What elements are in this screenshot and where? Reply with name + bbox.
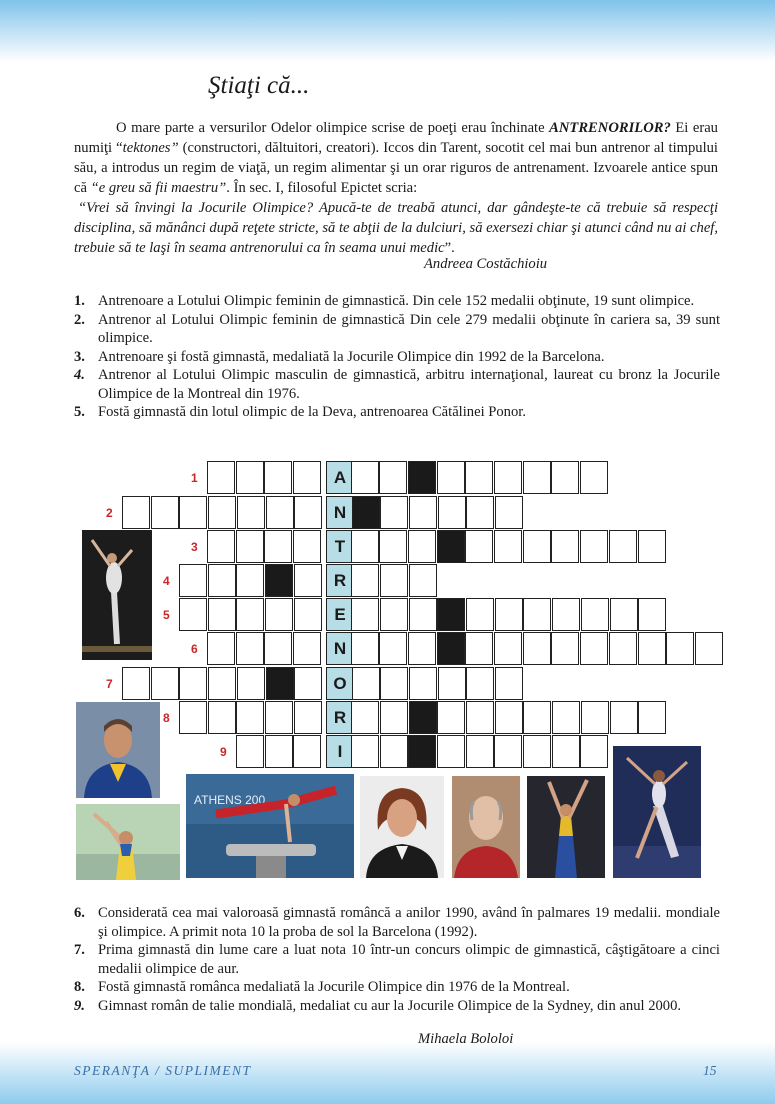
crossword-cell[interactable] xyxy=(207,461,235,494)
crossword-cell[interactable] xyxy=(351,598,379,631)
row-number: 3 xyxy=(191,540,198,554)
intro-quote-short: “e greu să fii maestru” xyxy=(90,180,227,196)
crossword-cell[interactable] xyxy=(466,667,494,700)
athens-banner-text: ATHENS 200 xyxy=(194,793,266,807)
clue-number: 5. xyxy=(74,404,85,420)
clue-number: 6. xyxy=(74,905,85,921)
crossword-cell[interactable] xyxy=(494,735,522,768)
crossword-cell[interactable] xyxy=(466,496,494,529)
intro-text-g: . În sec. I, filosoful Epictet scria: xyxy=(226,180,418,196)
photo-gymnast-leap-image xyxy=(613,746,701,878)
clue-text: Prima gimnastă din lume care a luat nota 10 într-un concurs olimpic de gimnastică, câştigătoare a cinci medalii olimpice de aur. xyxy=(98,942,720,977)
crossword-cell[interactable] xyxy=(465,632,493,665)
crossword-cell[interactable] xyxy=(580,461,608,494)
crossword-cell[interactable] xyxy=(208,701,236,734)
crossword-cell[interactable] xyxy=(266,496,294,529)
crossword-cell[interactable] xyxy=(638,632,666,665)
crossword-cell[interactable] xyxy=(523,632,551,665)
crossword-cell[interactable] xyxy=(179,701,207,734)
crossword-cell[interactable] xyxy=(438,496,466,529)
quote-text: “Vrei să învingi la Jocurile Olimpice? Apucă-te de treabă atunci, dar gândeşte-te că trebuie să respecţi disciplina, să mănânci după reţete stricte, să te abţii de la dulciuri, să exersezi chiar şi atunci când nu ai chef, trebuie să te laşi în seama antrenorului ca în seama unui medic xyxy=(74,200,718,256)
photo-coach-man-image xyxy=(76,702,160,798)
crossword-cell[interactable] xyxy=(551,632,579,665)
crossword-cell[interactable] xyxy=(352,667,380,700)
footer-publication: SPERANŢA / SUPLIMENT xyxy=(74,1063,252,1078)
clue-text: Considerată cea mai valoroasă gimnastă româncă a anilor 1990, având în palmares 19 medalii. mondiale şi olimpice. A primit nota 10 la proba de sol la Barcelona (1992). xyxy=(98,905,720,940)
crossword-cell[interactable] xyxy=(495,496,523,529)
clue-number: 7. xyxy=(74,942,85,958)
crossword-cell[interactable] xyxy=(666,632,694,665)
black-cell xyxy=(437,530,465,563)
crossword-cell[interactable] xyxy=(466,735,494,768)
photo-gymnast-floor xyxy=(76,804,180,880)
crossword-cell[interactable] xyxy=(437,461,465,494)
photo-coach-man xyxy=(76,702,160,798)
row-number: 6 xyxy=(191,642,198,656)
clue-number: 2. xyxy=(74,311,85,328)
photo-coach-bald xyxy=(452,776,520,878)
page-number: 15 xyxy=(703,1063,717,1078)
photo-gymnast-leap xyxy=(613,746,701,878)
crossword-cell[interactable] xyxy=(409,564,437,597)
intro-text-e: (constructori, dăltuitori, creatori). Iccos din Tarent, socotit cel mai bun antrenor al timpului său, a introdus un regim de viaţă, un regim alimentar şi un orar riguros de antrenament. Izvoarele antice spun că xyxy=(74,140,718,196)
crossword-cell[interactable] xyxy=(695,632,723,665)
crossword-cell[interactable] xyxy=(236,564,264,597)
crossword-cell[interactable] xyxy=(264,632,292,665)
crossword-cell[interactable] xyxy=(351,530,379,563)
clue-text: Antrenoare a Lotului Olimpic feminin de gimnastică. Din cele 152 medalii obţinute, 19 sunt olimpice. xyxy=(98,293,695,309)
row-number: 8 xyxy=(163,711,170,725)
crossword-cell[interactable] xyxy=(409,496,437,529)
black-cell xyxy=(437,632,465,665)
keyword-cell: E xyxy=(326,598,354,631)
photo-coach-woman-image xyxy=(360,776,444,878)
crossword-cell[interactable] xyxy=(351,461,379,494)
clue-number: 3. xyxy=(74,348,85,365)
black-cell xyxy=(408,735,436,768)
crossword-cell[interactable] xyxy=(495,701,523,734)
clue-number: 1. xyxy=(74,293,85,309)
row-number: 9 xyxy=(220,745,227,759)
clue-item xyxy=(74,978,720,997)
row-number: 4 xyxy=(163,574,170,588)
crossword-cell[interactable] xyxy=(581,701,609,734)
crossword-cell[interactable] xyxy=(638,701,666,734)
crossword-cell[interactable] xyxy=(408,530,436,563)
crossword-cell[interactable] xyxy=(293,530,321,563)
intro-text-a: O mare parte a versurilor Odelor olimpice scrise de poeţi erau închinate xyxy=(116,120,550,136)
crossword-cell[interactable] xyxy=(207,632,235,665)
crossword-cell[interactable] xyxy=(294,667,322,700)
crossword-cell[interactable] xyxy=(523,701,551,734)
clue-text: Fostă gimnastă din lotul olimpic de la Deva, antrenoarea Cătălinei Ponor. xyxy=(98,404,526,420)
keyword-cell: N xyxy=(326,632,354,665)
crossword-cell[interactable] xyxy=(581,598,609,631)
crossword-cell[interactable] xyxy=(466,701,494,734)
clue-number: 4. xyxy=(74,367,85,383)
crossword-cell[interactable] xyxy=(437,701,465,734)
crossword-cell[interactable] xyxy=(638,598,666,631)
photo-gymnast-beam-image xyxy=(82,530,152,660)
keyword-cell: N xyxy=(326,496,354,529)
photo-coach-woman xyxy=(360,776,444,878)
crossword-cell[interactable] xyxy=(552,701,580,734)
clue-text: Antrenor al Lotului Olimpic feminin de gimnastică Din cele 279 medalii obţinute în cariera sa, 39 sunt olimpice. xyxy=(98,311,720,346)
black-cell xyxy=(409,701,437,734)
crossword-cell[interactable] xyxy=(237,496,265,529)
black-cell xyxy=(265,564,293,597)
clue-item xyxy=(74,348,720,367)
crossword-cell[interactable] xyxy=(379,461,407,494)
intro-tektones: tektones” xyxy=(122,140,179,156)
crossword-cell[interactable] xyxy=(380,564,408,597)
black-cell xyxy=(408,461,436,494)
photo-gymnast-bars-image xyxy=(527,776,605,878)
crossword-cell[interactable] xyxy=(466,598,494,631)
crossword-cell[interactable] xyxy=(265,701,293,734)
row-number: 7 xyxy=(106,677,113,691)
crossword-cell[interactable] xyxy=(264,530,292,563)
crossword-cell[interactable] xyxy=(380,496,408,529)
clue-number: 9. xyxy=(74,997,85,1014)
crossword-cell[interactable] xyxy=(122,667,150,700)
crossword-cell[interactable] xyxy=(122,496,150,529)
crossword-cell[interactable] xyxy=(237,667,265,700)
crossword-cell[interactable] xyxy=(265,735,293,768)
crossword-cell[interactable] xyxy=(380,701,408,734)
crossword-cell[interactable] xyxy=(551,530,579,563)
crossword-cell[interactable] xyxy=(294,496,322,529)
crossword-cell[interactable] xyxy=(351,632,379,665)
author-bottom: Mihaela Bololoi xyxy=(418,1031,514,1047)
crossword-cell[interactable] xyxy=(208,598,236,631)
crossword-cell[interactable] xyxy=(264,461,292,494)
crossword-cell[interactable] xyxy=(495,667,523,700)
intro-text-c: Ei erau numiţi “ xyxy=(74,120,718,156)
clues-list-top xyxy=(74,292,720,422)
crossword-cell[interactable] xyxy=(438,667,466,700)
crossword-cell[interactable] xyxy=(208,667,236,700)
crossword-cell[interactable] xyxy=(610,598,638,631)
crossword-cell[interactable] xyxy=(437,735,465,768)
crossword-cell[interactable] xyxy=(236,598,264,631)
crossword-cell[interactable] xyxy=(179,598,207,631)
clue-text: Fostă gimnastă românca medaliată la Jocurile Olimpice din 1976 de la Montreal. xyxy=(98,979,570,995)
crossword-cell[interactable] xyxy=(179,496,207,529)
crossword-cell[interactable] xyxy=(552,598,580,631)
crossword-cell[interactable] xyxy=(494,530,522,563)
photo-gymnast-pommel xyxy=(186,774,354,878)
crossword-cell[interactable] xyxy=(580,632,608,665)
crossword-cell[interactable] xyxy=(409,667,437,700)
crossword-cell[interactable] xyxy=(236,461,264,494)
intro-paragraph xyxy=(74,118,718,198)
clue-item xyxy=(74,403,720,422)
crossword-cell[interactable] xyxy=(609,530,637,563)
author-top: Andreea Costăchioiu xyxy=(424,256,548,272)
keyword-cell: A xyxy=(326,461,354,494)
crossword-cell[interactable] xyxy=(408,632,436,665)
crossword-cell[interactable] xyxy=(638,530,666,563)
photo-gymnast-pommel-image xyxy=(186,774,354,878)
clues-list-bottom xyxy=(74,904,720,1015)
clue-item xyxy=(74,941,720,978)
crossword-cell[interactable] xyxy=(580,530,608,563)
crossword-cell[interactable] xyxy=(379,530,407,563)
black-cell xyxy=(437,598,465,631)
crossword-cell[interactable] xyxy=(179,564,207,597)
crossword-cell[interactable] xyxy=(465,461,493,494)
crossword-cell[interactable] xyxy=(609,632,637,665)
crossword-cell[interactable] xyxy=(236,701,264,734)
black-cell xyxy=(352,496,380,529)
keyword-cell: R xyxy=(326,564,354,597)
crossword-cell[interactable] xyxy=(523,735,551,768)
clue-item xyxy=(74,997,720,1016)
keyword-cell: R xyxy=(326,701,354,734)
clue-item xyxy=(74,311,720,348)
crossword-cell[interactable] xyxy=(294,598,322,631)
crossword-cell[interactable] xyxy=(151,496,179,529)
crossword-cell[interactable] xyxy=(380,667,408,700)
clue-text: Antrenor al Lotului Olimpic masculin de gimnastică, arbitru internaţional, laureat cu bronz la Jocurile Olimpice de la Montreal din 1976. xyxy=(98,367,720,402)
clue-item xyxy=(74,292,720,311)
crossword-cell[interactable] xyxy=(236,632,264,665)
crossword-cell[interactable] xyxy=(379,632,407,665)
crossword-cell[interactable] xyxy=(494,461,522,494)
crossword-cell[interactable] xyxy=(351,701,379,734)
crossword-cell[interactable] xyxy=(465,530,493,563)
crossword-cell[interactable] xyxy=(495,598,523,631)
crossword-cell[interactable] xyxy=(208,496,236,529)
intro-emphasis: ANTRENORILOR? xyxy=(549,120,671,136)
crossword-cell[interactable] xyxy=(351,564,379,597)
crossword-cell[interactable] xyxy=(380,598,408,631)
clue-text: Antrenoare şi fostă gimnastă, medaliată la Jocurile Olimpice din 1992 de la Barcelona. xyxy=(98,348,605,365)
epictet-quote xyxy=(74,198,718,258)
crossword-cell[interactable] xyxy=(236,735,264,768)
crossword-cell[interactable] xyxy=(294,564,322,597)
crossword-cell[interactable] xyxy=(179,667,207,700)
clue-number: 8. xyxy=(74,979,85,995)
crossword-cell[interactable] xyxy=(494,632,522,665)
crossword-cell[interactable] xyxy=(351,735,379,768)
crossword-cell[interactable] xyxy=(208,564,236,597)
crossword-cell[interactable] xyxy=(551,461,579,494)
crossword-cell[interactable] xyxy=(293,461,321,494)
crossword-cell[interactable] xyxy=(236,530,264,563)
crossword-cell[interactable] xyxy=(294,701,322,734)
black-cell xyxy=(266,667,294,700)
crossword-cell[interactable] xyxy=(380,735,408,768)
keyword-cell: I xyxy=(326,735,354,768)
crossword-cell[interactable] xyxy=(523,530,551,563)
row-number: 2 xyxy=(106,506,113,520)
page-heading: Ştiaţi că... xyxy=(208,72,310,99)
crossword-cell[interactable] xyxy=(552,735,580,768)
crossword-cell[interactable] xyxy=(265,598,293,631)
crossword-cell[interactable] xyxy=(580,735,608,768)
crossword-cell[interactable] xyxy=(610,701,638,734)
clue-text: Gimnast român de talie mondială, medaliat cu aur la Jocurile Olimpice de la Sydney, din anul 2000. xyxy=(98,997,682,1014)
clue-item xyxy=(74,904,720,941)
photo-coach-bald-image xyxy=(452,776,520,878)
row-number: 1 xyxy=(191,471,198,485)
keyword-cell: T xyxy=(326,530,354,563)
photo-gymnast-floor-image xyxy=(76,804,180,880)
crossword-cell[interactable] xyxy=(207,530,235,563)
crossword-cell[interactable] xyxy=(409,598,437,631)
crossword-cell[interactable] xyxy=(523,461,551,494)
keyword-cell: O xyxy=(326,667,354,700)
row-number: 5 xyxy=(163,608,170,622)
photo-gymnast-beam xyxy=(82,530,152,660)
crossword-cell[interactable] xyxy=(293,735,321,768)
quote-end: ”. xyxy=(444,240,455,256)
photo-gymnast-bars xyxy=(527,776,605,878)
crossword-cell[interactable] xyxy=(293,632,321,665)
crossword-cell[interactable] xyxy=(523,598,551,631)
top-gradient-band xyxy=(0,0,775,62)
crossword-cell[interactable] xyxy=(151,667,179,700)
clue-item xyxy=(74,366,720,403)
